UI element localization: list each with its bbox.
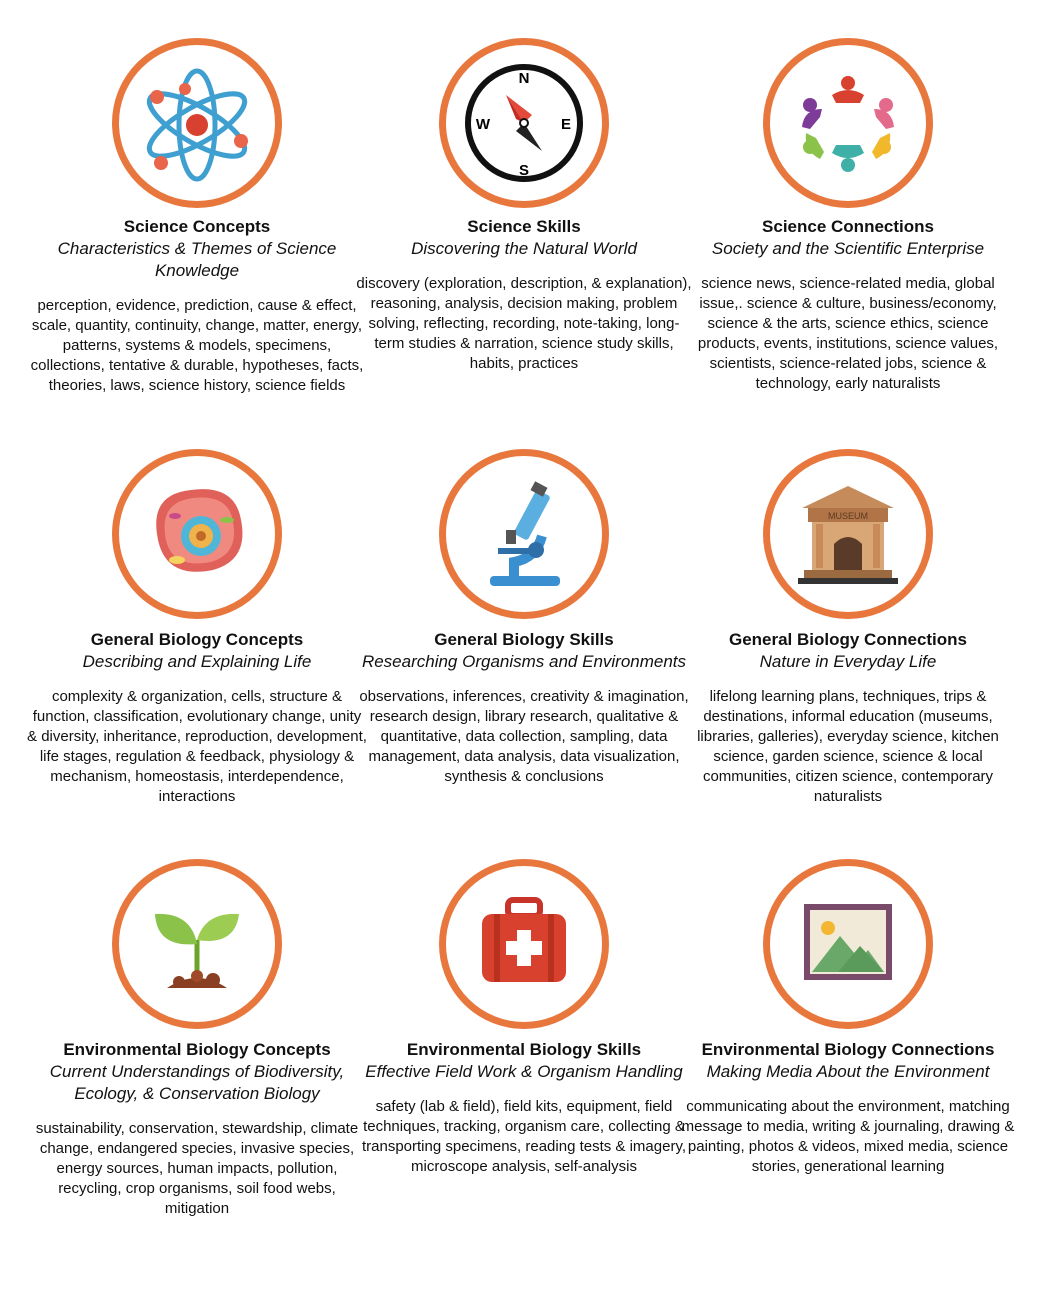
card-title: Science Concepts [123,217,271,236]
first-aid-kit-icon [454,874,594,1014]
card-description: observations, inferences, creativity & imagination, research design, library research, qualitative & quantitative, data collection, sampling, data management, data analysis, data visualization, synthesis & conclusions [359,688,689,785]
compass-icon [454,53,594,193]
card-subtitle: Society and the Scientific Enterprise [711,239,985,258]
card-description: complexity & organization, cells, structure & function, classification, evolutionary change, unity & diversity, inheritance, reproduction, development, life stages, regulation & feedback, physiology & mechanism, homeostasis, interdependence, interactions [27,688,367,805]
icon-circle-general-biology-skills [439,449,609,619]
icon-circle-environmental-biology-concepts [112,859,282,1029]
compass-west-label: W [475,116,491,133]
card-general-biology-connections [678,629,1018,807]
museum-icon [778,464,918,604]
community-circle-icon [778,53,918,193]
card-science-connections [678,216,1018,394]
card-general-biology-concepts [27,629,367,807]
card-environmental-biology-concepts [27,1039,367,1219]
icon-circle-science-skills [439,38,609,208]
card-subtitle: Current Understandings of Biodiversity, Ecology, & Conservation Biology [49,1062,345,1103]
cell-icon [127,464,267,604]
card-title: Science Connections [762,217,934,236]
card-title: Environmental Biology Skills [406,1040,642,1059]
compass-north-label: N [518,70,530,87]
card-subtitle: Characteristics & Themes of Science Knowledge [57,239,337,280]
card-title: Environmental Biology Connections [701,1040,995,1059]
card-description: safety (lab & field), field kits, equipment, field techniques, tracking, organism care, collecting & transporting specimens, reading tests & imagery, microscope analysis, self-analysis [361,1098,687,1175]
card-description: lifelong learning plans, techniques, trips & destinations, informal education (museums, libraries, galleries), everyday science, kitchen science, garden science, science & local communities, citizen science, contemporary naturalists [697,688,999,805]
card-title: General Biology Skills [434,630,614,649]
microscope-icon [454,464,594,604]
card-title: General Biology Connections [728,630,968,649]
card-title: Science Skills [467,217,581,236]
atom-icon [127,53,267,193]
card-description: science news, science-related media, global issue,. science & culture, business/economy, science & the arts, science ethics, science products, events, institutions, science values, scientists, science-related jobs, science & technology, early naturalists [697,275,999,392]
icon-circle-environmental-biology-skills [439,859,609,1029]
compass-south-label: S [518,162,530,179]
card-description: communicating about the environment, matching message to media, writing & journaling, drawing & painting, photos & videos, mixed media, science stories, generational learning [681,1098,1015,1175]
card-subtitle: Discovering the Natural World [411,239,637,258]
icon-circle-science-concepts [112,38,282,208]
icon-circle-general-biology-connections [763,449,933,619]
card-description: sustainability, conservation, stewardship, climate change, endangered species, invasive species, energy sources, human impacts, pollution, recycling, crop organisms, soil food webs, mitigation [35,1120,359,1217]
icon-circle-environmental-biology-connections [763,859,933,1029]
card-subtitle: Describing and Explaining Life [82,652,312,671]
card-environmental-biology-connections [678,1039,1018,1177]
sprout-icon [127,874,267,1014]
card-title: Environmental Biology Concepts [63,1040,331,1059]
picture-frame-icon [778,874,918,1014]
card-subtitle: Effective Field Work & Organism Handling [365,1062,683,1081]
card-subtitle: Making Media About the Environment [706,1062,990,1081]
compass-east-label: E [560,116,572,133]
card-science-skills [354,216,694,374]
card-general-biology-skills [354,629,694,787]
card-subtitle: Researching Organisms and Environments [361,652,687,671]
card-subtitle: Nature in Everyday Life [759,652,937,671]
card-title: General Biology Concepts [90,630,304,649]
card-environmental-biology-skills [354,1039,694,1177]
museum-sign: MUSEUM [828,511,868,521]
card-description: perception, evidence, prediction, cause & effect, scale, quantity, continuity, change, matter, energy, patterns, systems & models, specimens, collections, tentative & durable, hypotheses, facts, theories, laws, science history, science fields [30,297,364,394]
card-description: discovery (exploration, description, & explanation), reasoning, analysis, decision making, problem solving, reflecting, recording, note-taking, long-term studies & narration, science study skills, habits, practices [356,275,692,372]
icon-circle-science-connections [763,38,933,208]
icon-circle-general-biology-concepts [112,449,282,619]
card-science-concepts [27,216,367,396]
